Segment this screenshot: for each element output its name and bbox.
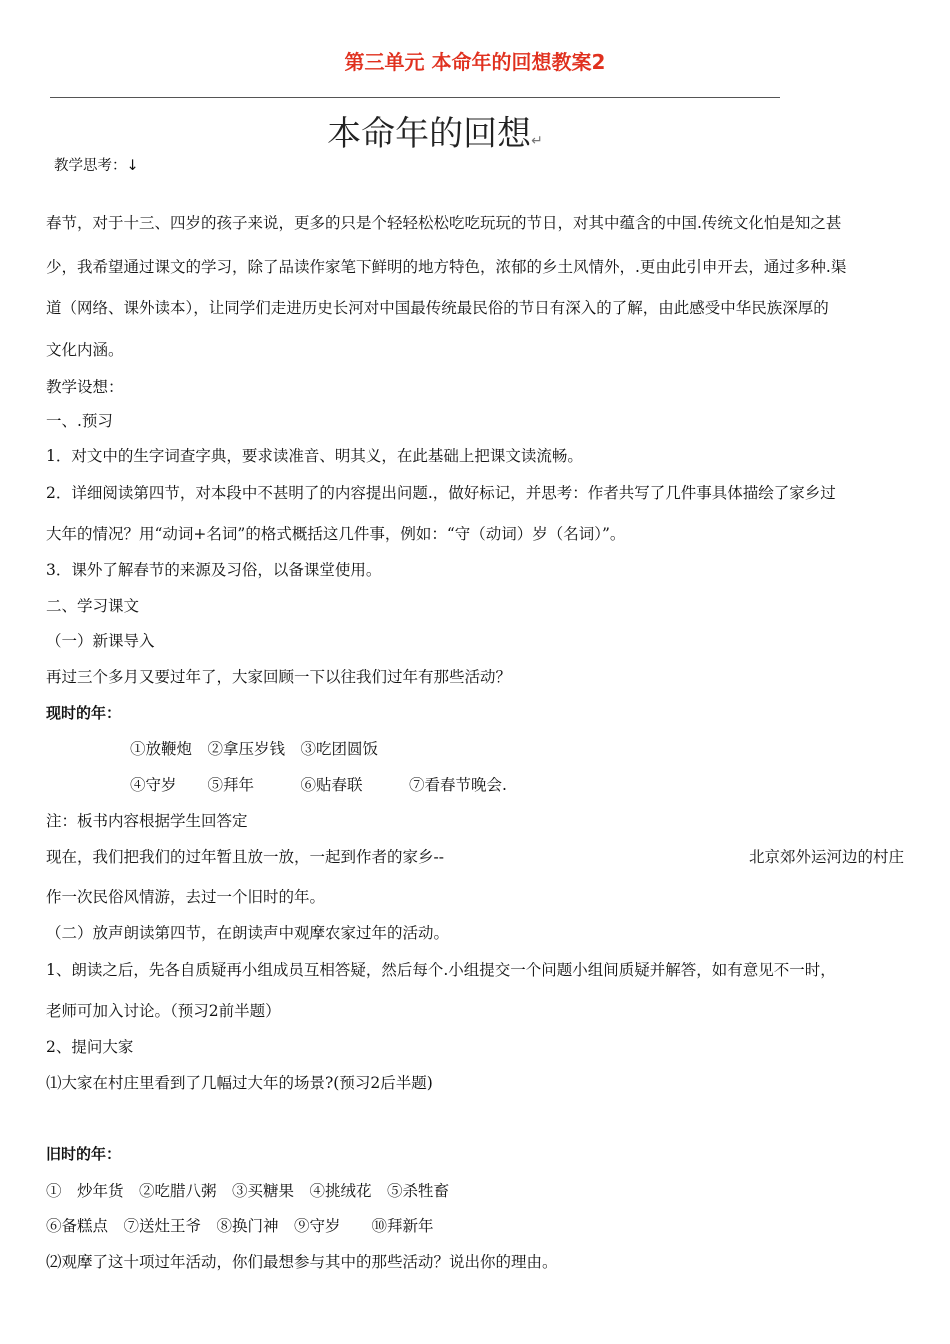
intro-line-3: 道（网络、课外读本），让同学们走进历史长河对中国最传统最民俗的节日有深入的了解，由此感受中华民族深厚的 [46, 299, 829, 317]
lesson-heading [0, 106, 870, 155]
preview-item-2-line-2: 大年的情况？用“动词+名词”的格式概括这几件事，例如：“守（动词）岁（名词）”。 [46, 525, 626, 543]
old-year-label: 旧时的年： [46, 1145, 122, 1163]
intro-question: 再过三个多月又要过年了，大家回顾一下以往我们过年有那些活动？ [46, 668, 512, 686]
transition-line-2: 作一次民俗风情游，去过一个旧时的年。 [46, 888, 326, 906]
transition-line-right: 北京郊外运河边的村庄 [748, 848, 904, 866]
study-sub-1: （一）新课导入 [46, 632, 155, 650]
preview-item-2-line-1: 2．详细阅读第四节，对本段中不甚明了的内容提出问题.，做好标记，并思考：作者共写了几件事具体描绘了家乡过 [46, 484, 836, 502]
preview-item-1: 1．对文中的生字词查字典，要求读准音、明其义，在此基础上把课文读流畅。 [46, 447, 583, 465]
step-2: 2、提问大家 [46, 1038, 134, 1056]
document-title: 第三单元 本命年的回想教案2 [344, 50, 606, 74]
step-1-line-2: 老师可加入讨论。（预习2前半题） [46, 1002, 281, 1020]
modern-activities-row-2: ④守岁 ⑤拜年 ⑥贴春联 ⑦看春节晚会. [130, 776, 507, 794]
design-heading: 教学设想： [46, 378, 124, 396]
question-1: ⑴大家在村庄里看到了几幅过大年的场景?(预习2后半题) [46, 1074, 433, 1092]
study-sub-2: （二）放声朗读第四节，在朗读声中观摩农家过年的活动。 [46, 924, 450, 942]
transition-line-left: 现在，我们把我们的过年暂且放一放，一起到作者的家乡-- [46, 848, 444, 866]
preview-heading: 一、.预习 [46, 412, 113, 430]
lesson-heading-text: 本命年的回想 [327, 114, 532, 154]
modern-year-label: 现时的年： [46, 704, 122, 722]
return-mark: ↵ [531, 133, 543, 149]
step-1-line-1: 1、朗读之后，先各自质疑再小组成员互相答疑，然后每个.小组提交一个问题小组间质疑并解答，如有意见不一时， [46, 961, 836, 979]
intro-line-2: 少，我希望通过课文的学习，除了品读作家笔下鲜明的地方特色，浓郁的乡土风情外，.更由此引申开去，通过多种.渠 [46, 258, 847, 276]
old-activities-row-2: ⑥备糕点 ⑦送灶王爷 ⑧换门神 ⑨守岁 ⑩拜新年 [46, 1217, 434, 1235]
title-divider [50, 97, 780, 98]
study-heading: 二、学习课文 [46, 597, 140, 615]
modern-activities-row-1: ①放鞭炮 ②拿压岁钱 ③吃团圆饭 [130, 740, 379, 758]
intro-line-4: 文化内涵。 [46, 341, 124, 359]
preview-item-3: 3．课外了解春节的来源及习俗，以备课堂使用。 [46, 561, 382, 579]
question-2: ⑵观摩了这十项过年活动，你们最想参与其中的那些活动？说出你的理由。 [46, 1253, 558, 1271]
teaching-reflection-label: 教学思考：↓ [54, 158, 139, 174]
board-note: 注：板书内容根据学生回答定 [46, 812, 248, 830]
old-activities-row-1: ① 炒年货 ②吃腊八粥 ③买糖果 ④挑绒花 ⑤杀牲畜 [46, 1182, 450, 1200]
intro-line-1: 春节，对于十三、四岁的孩子来说，更多的只是个轻轻松松吃吃玩玩的节日，对其中蕴含的中国.传统文化怕是知之甚 [46, 214, 842, 232]
